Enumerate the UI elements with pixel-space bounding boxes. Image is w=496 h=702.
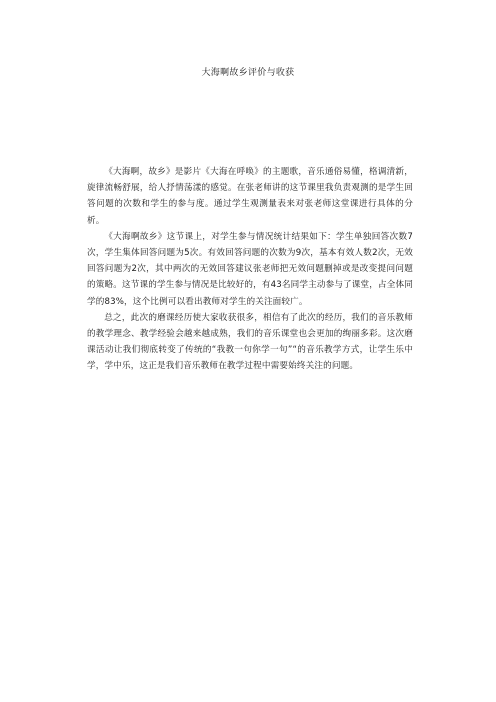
paragraph-intro: 《大海啊，故乡》是影片《大海在呼唤》的主题歌，音乐通俗易懂，格调清新，旋律流畅舒展，给人抒情荡漾的感觉。在张老师讲的这节课里我负责观测的是学生回答问题的次数和学生的参与度。通过学生观测量表来对张老师这堂课进行具体的分析。 <box>87 167 413 226</box>
document-body <box>87 164 413 375</box>
paragraph-conclusion: 总之，此次的磨课经历使大家收获很多，相信有了此次的经历，我们的音乐教师的教学理念、教学经验会越来越成熟，我们的音乐课堂也会更加的绚丽多彩。这次磨课活动让我们彻底转变了传统的“我教一句你学一句”“的音乐教学方式，让学生乐中学，学中乐，这正是我们音乐教师在教学过程中需要始终关注的问题。 <box>87 312 413 372</box>
document-title: 大海啊故乡评价与收获 <box>201 68 295 78</box>
paragraph-participation-stats: 《大海啊故乡》这节课上，对学生参与情况统计结果如下：学生单独回答次数7次，学生集体回答问题为5次。有效回答问题的次数为9次，基本有效人数2次，无效回答问题为2次，其中两次的无效回答建议张老师把无效问题删掉或是改变提问问题的策略。这节课的学生参与情况是比较好的，有43名同学主动参与了课堂，占全体同学的83%，这个比例可以看出教师对学生的关注面较广。 <box>87 231 414 307</box>
